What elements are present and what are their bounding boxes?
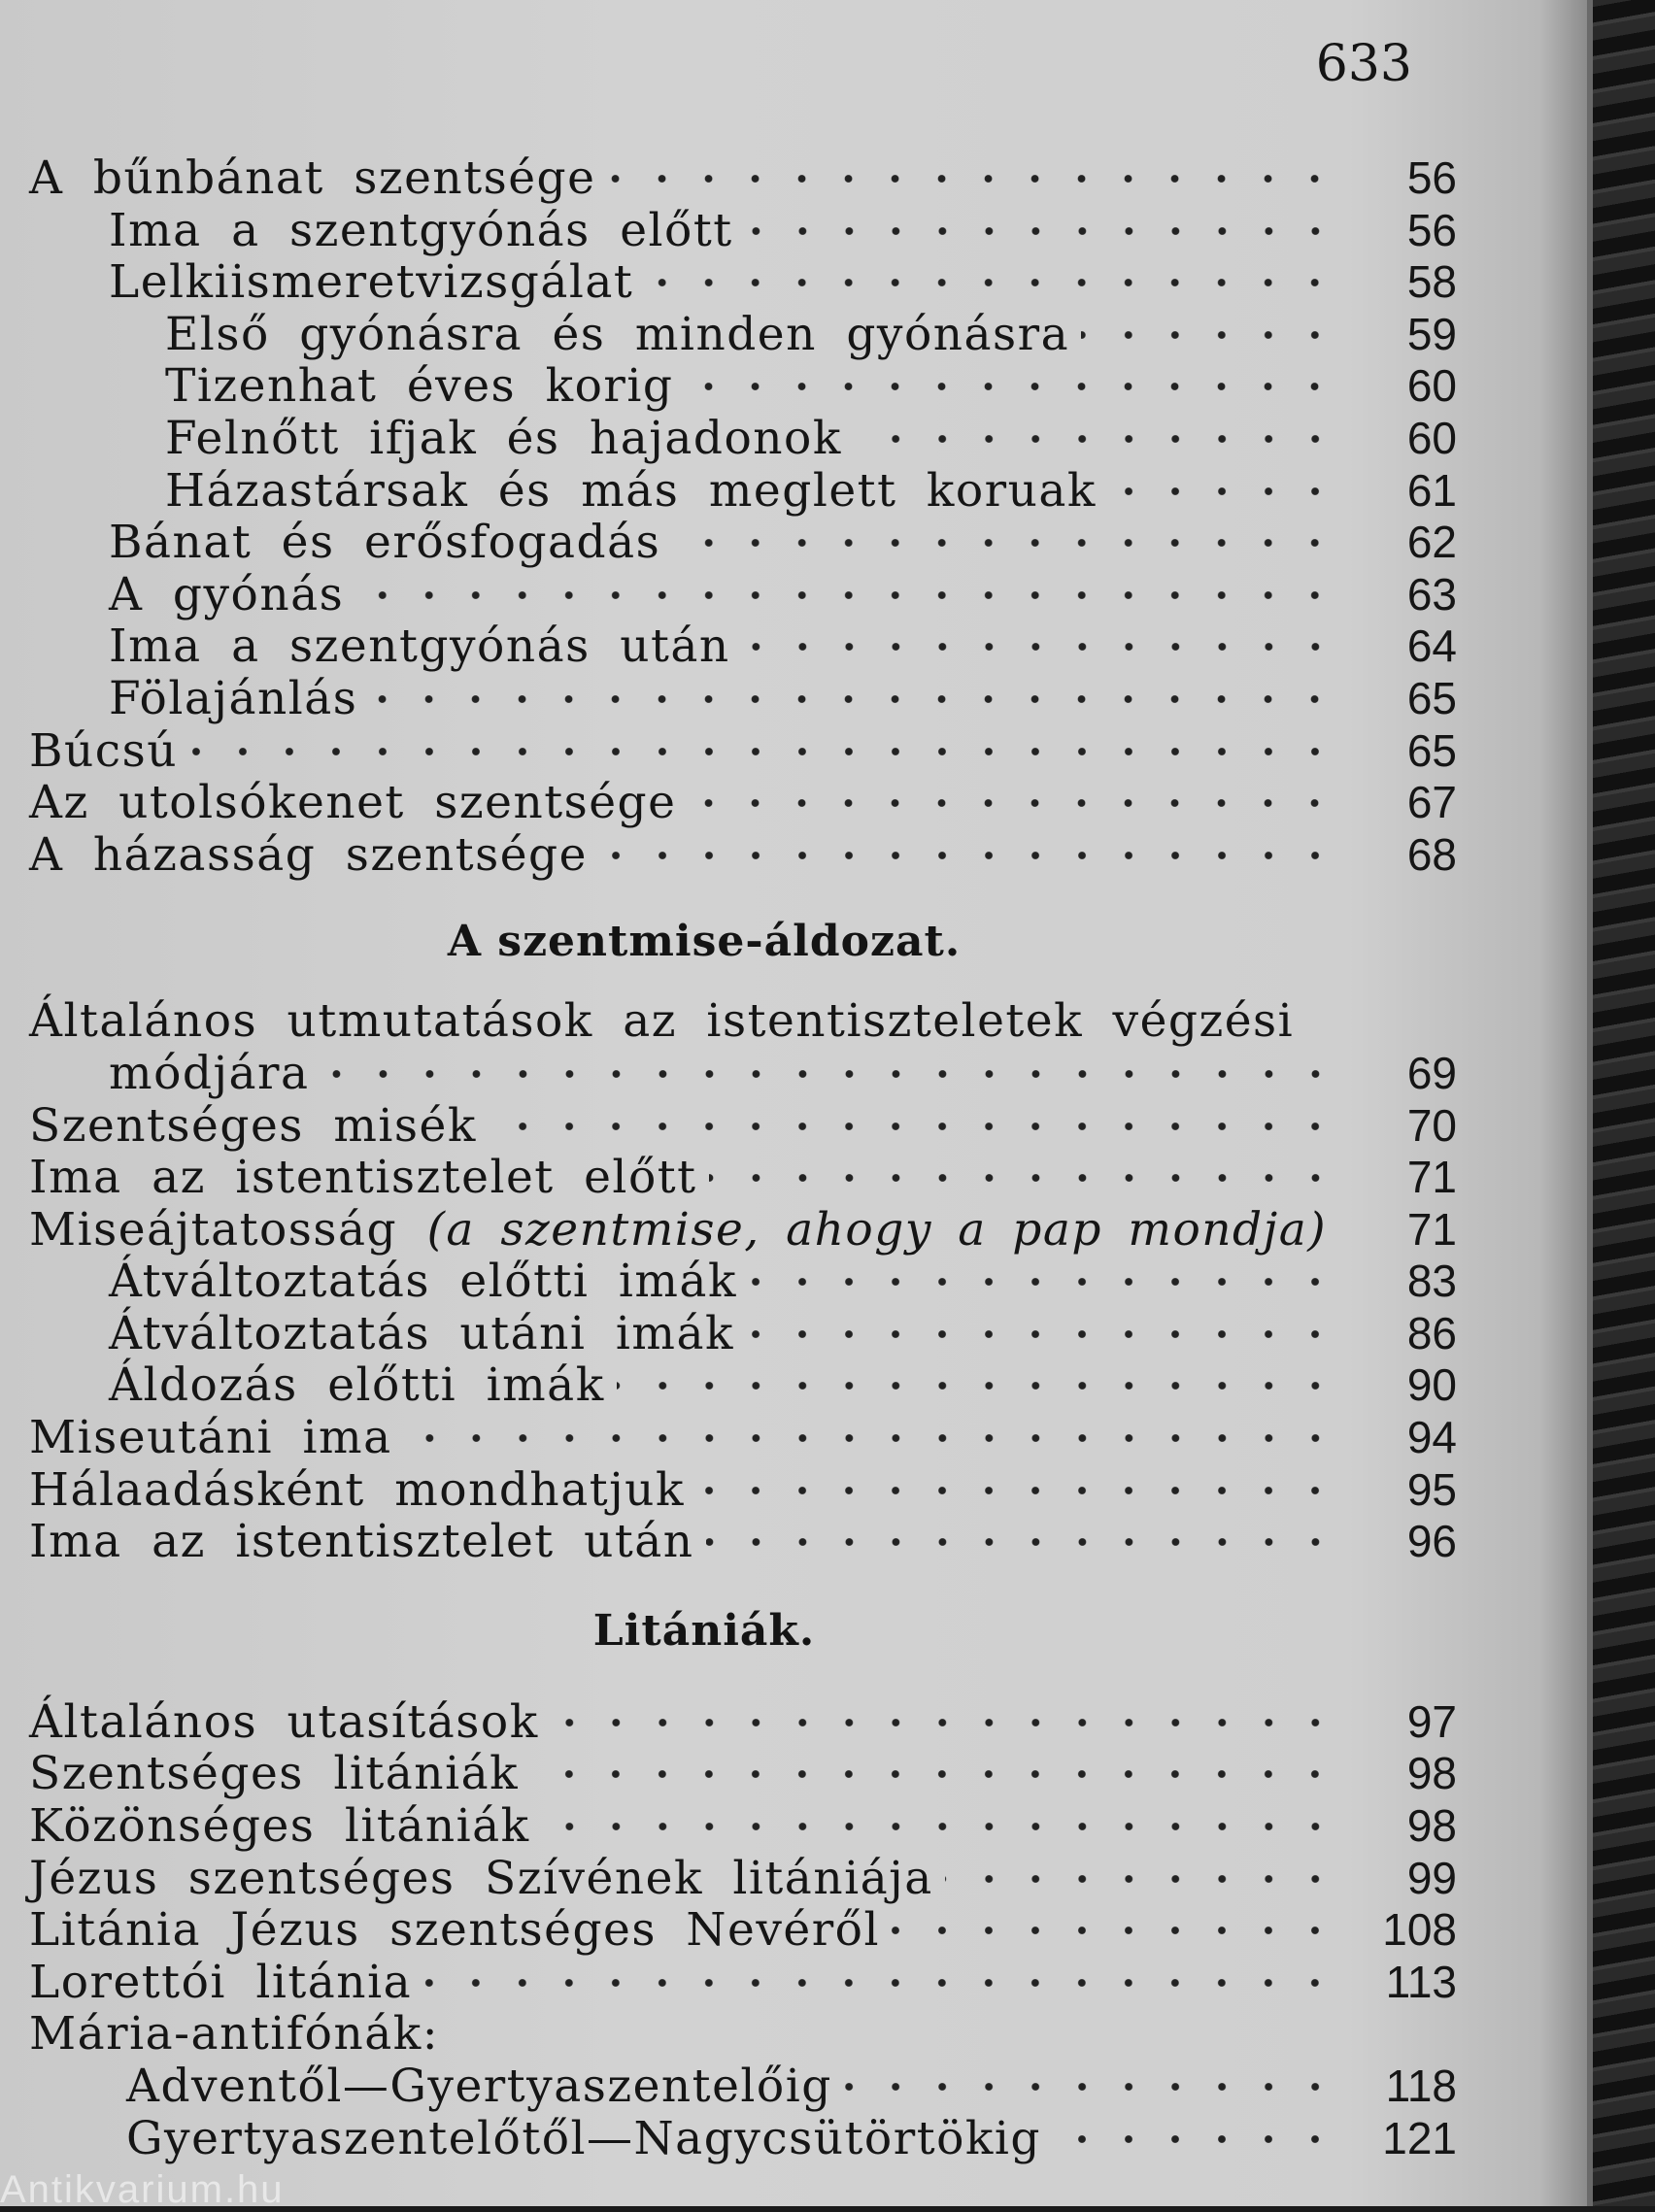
toc-entry-page: 90 [1406, 1359, 1457, 1411]
toc-entry-label [29, 1747, 519, 1800]
toc-entry-label [29, 1151, 697, 1204]
toc-entry-label [109, 620, 730, 673]
toc-entry-text: Első gyónásra és minden gyónásra [165, 307, 1070, 361]
toc-entry-label [29, 1463, 685, 1517]
toc-entry-page: 56 [1406, 152, 1457, 203]
dot-leader [749, 1267, 1352, 1296]
toc-entry-text: Hálaadásként mondhatjuk [29, 1462, 685, 1517]
toc-entry-text: Áldozás előtti imák [109, 1358, 605, 1413]
toc-entry-label [29, 724, 178, 778]
toc-entry-page: 65 [1406, 672, 1457, 723]
toc-entry-text: Lorettói litánia [29, 1955, 413, 2009]
dot-leader [369, 685, 1352, 714]
toc-entry-text: Miseájtatosság [29, 1202, 398, 1257]
toc-entry [29, 1799, 1457, 1852]
dot-leader [1338, 1216, 1352, 1245]
toc-group-penance [29, 151, 1457, 880]
toc-entry-page: 99 [1406, 1852, 1457, 1903]
toc-entry-label [29, 828, 588, 882]
dot-leader [844, 2072, 1352, 2101]
toc-entry [29, 1358, 1457, 1411]
toc-entry-page: 113 [1385, 1956, 1457, 2007]
toc-entry-label [29, 151, 595, 205]
dot-leader [530, 1760, 1352, 1789]
toc-entry-text: Miseutáni ima [29, 1411, 392, 1465]
toc-entry-text: Átváltoztatás utáni imák [109, 1306, 734, 1360]
toc-entry [29, 1515, 1457, 1567]
toc-entry-text: A házasság szentsége [29, 827, 588, 882]
toc-entry-page: 118 [1385, 2061, 1457, 2111]
toc-group-litanies [29, 1695, 1457, 2163]
toc-entry [29, 1956, 1457, 2008]
toc-entry [29, 724, 1457, 777]
toc-entry-page: 58 [1406, 256, 1457, 308]
dot-leader [706, 1527, 1352, 1557]
toc-entry-label [29, 1099, 477, 1153]
toc-entry-label [109, 1255, 737, 1308]
toc-entry-label [126, 2112, 1041, 2165]
dot-leader [542, 1812, 1352, 1841]
toc-entry-label [165, 412, 842, 465]
toc-entry-text: Tizenhat éves korig [165, 359, 674, 414]
toc-entry-label [109, 1358, 605, 1412]
dot-leader [892, 1916, 1352, 1945]
toc-entry-page: 95 [1406, 1463, 1457, 1515]
toc-entry-text: Búcsú [29, 723, 179, 778]
toc-entry [29, 255, 1457, 308]
dot-leader [645, 268, 1352, 297]
dot-leader [672, 528, 1352, 557]
toc-entry-label [29, 1799, 530, 1853]
toc-entry-text: Ima az istentisztelet után [29, 1515, 694, 1569]
toc-entry-page: 69 [1406, 1047, 1457, 1098]
dot-leader [607, 164, 1352, 193]
toc-entry-page: 70 [1406, 1099, 1457, 1151]
toc-entry-page: 63 [1406, 568, 1457, 620]
toc-entry [29, 1151, 1457, 1203]
toc-entry-text: Átváltoztatás előtti imák [109, 1255, 737, 1309]
toc-entry-page: 71 [1406, 1203, 1457, 1255]
toc-entry-page: 65 [1406, 724, 1457, 776]
toc-entry-text: Felnőtt ifjak és hajadonok [165, 411, 842, 465]
toc-entry-label [29, 1515, 694, 1568]
dot-leader [696, 1476, 1352, 1505]
toc-entry-text: Szentséges litániák [29, 1747, 520, 1801]
toc-entry [29, 620, 1457, 672]
toc-entry [29, 1099, 1457, 1152]
toc-entry [29, 828, 1457, 881]
toc-entry-text: Lelkiismeretvizsgálat [109, 255, 634, 310]
toc-entry [29, 2007, 1457, 2060]
toc-entry [29, 1203, 1457, 1256]
dot-leader [945, 1864, 1352, 1894]
dot-leader [709, 1163, 1352, 1192]
toc-entry-label [109, 255, 633, 309]
dot-leader [742, 632, 1352, 661]
toc-entry-label [165, 308, 1069, 361]
toc-entry-page: 62 [1406, 517, 1457, 568]
toc-entry-label [109, 1307, 734, 1360]
toc-entry-page: 59 [1406, 308, 1457, 359]
table-of-contents [29, 151, 1457, 2163]
toc-entry-label [29, 776, 676, 829]
toc-entry [29, 2112, 1457, 2164]
toc-entry-text: Ima a szentgyónás után [109, 620, 730, 674]
toc-entry [29, 359, 1457, 412]
toc-entry [29, 1307, 1457, 1359]
toc-entry [29, 151, 1457, 204]
toc-entry-text: Litánia Jézus szentséges Nevéről [29, 1903, 881, 1958]
toc-entry-page: 60 [1406, 360, 1457, 412]
dot-leader [617, 1371, 1352, 1400]
toc-entry-page: 71 [1406, 1152, 1457, 1203]
dot-leader [688, 788, 1352, 818]
section-title-litanies: Litániák. [592, 1605, 816, 1656]
toc-entry-page: 86 [1406, 1307, 1457, 1358]
toc-entry [29, 1747, 1457, 1799]
toc-entry-text: A bűnbánat szentsége [29, 151, 596, 205]
toc-entry-label [165, 464, 1097, 518]
toc-entry-page: 98 [1406, 1748, 1457, 1799]
dot-leader [551, 1708, 1352, 1737]
toc-entry-page: 56 [1406, 204, 1457, 255]
dot-leader [189, 737, 1352, 766]
dot-leader [404, 1424, 1352, 1453]
dot-leader [599, 841, 1352, 870]
toc-entry-text: Házastársak és más meglett koruak [165, 463, 1097, 518]
toc-entry [29, 1852, 1457, 1904]
dot-leader [1053, 2125, 1352, 2154]
toc-entry-page: 97 [1406, 1695, 1457, 1747]
toc-entry-page: 108 [1382, 1904, 1457, 1956]
toc-entry [29, 1255, 1457, 1307]
toc-entry-label: Általános utmutatások az istentiszteletek végzési [29, 994, 1295, 1049]
toc-entry-label [109, 568, 344, 621]
toc-entry [29, 1047, 1457, 1099]
dot-leader [355, 581, 1352, 610]
toc-entry [29, 776, 1457, 828]
page-number: 633 [1315, 35, 1412, 93]
dot-leader [321, 1059, 1352, 1089]
toc-entry-label [109, 672, 357, 725]
toc-entry-label [29, 1852, 933, 1905]
toc-entry [29, 672, 1457, 724]
toc-entry-text: Ima az istentisztelet előtt [29, 1151, 697, 1205]
toc-entry-label [29, 1903, 880, 1957]
toc-entry-text: Szentséges misék [29, 1098, 477, 1153]
toc-entry [29, 2060, 1457, 2112]
toc-entry-label [165, 359, 673, 413]
toc-entry-page: 61 [1406, 464, 1457, 516]
toc-group-mass [29, 1099, 1457, 1567]
toc-entry-text: Bánat és erősfogadás [109, 516, 661, 570]
toc-entry-label [109, 516, 660, 569]
toc-entry-text: Közönséges litániák [29, 1799, 530, 1854]
toc-entry-italic-note: (a szentmise, ahogy a pap mondja) [426, 1202, 1328, 1257]
toc-entry [29, 1463, 1457, 1516]
watermark: Antikvarium.hu [0, 2168, 285, 2211]
toc-entry-label [126, 2060, 832, 2113]
toc-entry [29, 308, 1457, 360]
toc-entry-page: 68 [1406, 828, 1457, 880]
dot-leader [423, 1968, 1352, 1997]
toc-entry [29, 994, 1457, 1047]
toc-entry [29, 412, 1457, 464]
dot-leader [1081, 320, 1352, 350]
dot-leader [746, 1320, 1352, 1349]
toc-entry-label [29, 2007, 439, 2061]
dot-leader [489, 1112, 1352, 1141]
toc-entry-page: 83 [1406, 1256, 1457, 1307]
toc-entry-text: Az utolsókenet szentsége [29, 776, 677, 830]
toc-entry [29, 1411, 1457, 1463]
dot-leader [854, 424, 1352, 453]
toc-entry-text: A gyónás [109, 567, 345, 621]
dot-leader [685, 372, 1352, 401]
toc-entry-page: 94 [1406, 1412, 1457, 1463]
toc-entry-label [29, 1695, 539, 1749]
toc-entry-text: Jézus szentséges Szívének litániája [29, 1851, 933, 1905]
toc-entry-page: 64 [1406, 620, 1457, 672]
toc-entry-text: Mária-antifónák: [29, 2007, 440, 2061]
toc-entry-label [29, 1203, 1327, 1257]
dot-leader [1108, 477, 1352, 506]
toc-entry [29, 568, 1457, 620]
dot-leader [745, 217, 1352, 246]
toc-entry [29, 1695, 1457, 1748]
toc-entry-label [29, 1956, 412, 2009]
toc-entry-label: módjára [109, 1046, 310, 1100]
toc-entry-page: 121 [1382, 2112, 1457, 2163]
toc-entry-page: 96 [1406, 1516, 1457, 1567]
toc-entry [29, 1903, 1457, 1956]
section-title-mass: A szentmise-áldozat. [447, 917, 962, 967]
toc-entry-label [109, 204, 733, 257]
toc-entry-page: 67 [1406, 777, 1457, 828]
toc-entry-text: Fölajánlás [109, 671, 358, 725]
toc-entry-text: Általános utasítások [29, 1694, 539, 1749]
toc-entry-page: 60 [1406, 412, 1457, 463]
toc-entry-text: Gyertyaszentelőtől—Nagycsütörtökig [126, 2111, 1041, 2165]
toc-entry-page: 98 [1406, 1800, 1457, 1852]
toc-entry-text: Adventől—Gyertyaszentelőig [126, 2060, 832, 2113]
toc-entry [29, 204, 1457, 256]
toc-entry-text: Ima a szentgyónás előtt [109, 203, 733, 257]
toc-entry-label [29, 1411, 392, 1464]
toc-entry [29, 464, 1457, 517]
toc-entry [29, 516, 1457, 568]
